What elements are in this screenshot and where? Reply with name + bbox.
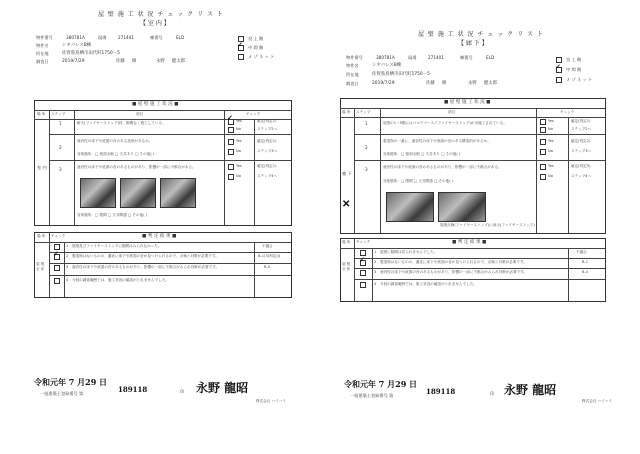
meta-value: ELD bbox=[486, 55, 495, 60]
location-label: 室 内 bbox=[37, 165, 47, 170]
inspector-name: 佐藤 修 bbox=[116, 59, 137, 64]
judgment-number: 3 bbox=[66, 265, 69, 269]
address-label: 所在地 bbox=[346, 72, 359, 77]
inspector-name: 佐藤 修 bbox=[426, 81, 447, 86]
no-checkbox[interactable] bbox=[540, 174, 546, 180]
col-header: 場 所 bbox=[342, 240, 351, 244]
judgment-header: ■ 判 定 結 果 ■ bbox=[452, 240, 487, 245]
meta-value: ELD bbox=[176, 35, 185, 40]
meta-label: 棟番号 bbox=[150, 35, 163, 40]
inspection-photo bbox=[120, 178, 156, 208]
inspection-photo bbox=[438, 192, 486, 222]
yes-label: Yes bbox=[548, 164, 554, 168]
registration-number: 189118 bbox=[118, 385, 148, 394]
judgment-checkbox[interactable] bbox=[360, 282, 366, 288]
survey-date: 2019/7/29 bbox=[62, 59, 85, 64]
judgment-text: 屋壁に隙間は見られませんでした。 bbox=[380, 250, 438, 254]
judgment-result: 不適合 bbox=[576, 250, 587, 254]
meta-value: 271401 bbox=[118, 35, 134, 40]
step-text: 遮音性の床下や底面の音のあるものがあり、影響が一部に不都合がある。 bbox=[383, 165, 502, 169]
judgment-header: ■ 判 定 結 果 ■ bbox=[142, 234, 177, 239]
step-number: 2 bbox=[365, 145, 368, 150]
col-header: 場 所 bbox=[37, 112, 46, 116]
step-text: 耐火(ファイヤーストップ)材、隙間なく施工している。 bbox=[77, 121, 166, 125]
photo-caption: 屋壁点検(ファイヤーストップ)に表示(ファイヤーストップ) bbox=[440, 223, 535, 227]
registration-label: 一級建築士登録番号 第 bbox=[40, 391, 84, 396]
no-label: No bbox=[548, 149, 553, 153]
sheet-subtitle: 【 室 内 】 bbox=[140, 20, 170, 27]
meta-value: 380781A bbox=[376, 55, 395, 60]
registration-label: 一級建築士登録番号 第 bbox=[350, 393, 394, 398]
signature-date: 令和元年 7 月29 日 bbox=[34, 377, 108, 387]
check-mark-icon: ✓ bbox=[53, 249, 59, 258]
meta-label: 物件番号 bbox=[36, 35, 53, 40]
no-label: No bbox=[236, 127, 241, 131]
no-label: No bbox=[548, 127, 553, 131]
meta-label: 物件番号 bbox=[346, 55, 363, 60]
judgment-number: 4 bbox=[374, 282, 377, 286]
step-options: 対象箇所：□ 壁面全般 □ 天井あり □ その他( ) bbox=[383, 152, 461, 156]
result-text: ステップ2へ bbox=[571, 127, 592, 131]
no-checkbox[interactable] bbox=[540, 149, 546, 155]
judgment-result: B-1(3)判定(Ⅰ) bbox=[258, 254, 281, 258]
judgment-result: B-1 bbox=[582, 260, 589, 264]
yes-checkbox[interactable] bbox=[228, 139, 234, 145]
yes-label: Yes bbox=[236, 139, 242, 143]
address-label: 所在地 bbox=[36, 51, 49, 56]
signature-date: 令和元年 7 月29 日 bbox=[344, 379, 418, 389]
col-header: ステップ bbox=[51, 112, 66, 116]
col-header: 場 所 bbox=[37, 234, 46, 238]
judgment-number: 4 bbox=[66, 278, 69, 282]
col-header: チェック bbox=[246, 112, 261, 116]
yes-label: Yes bbox=[548, 119, 554, 123]
step-options: 対象箇所：□ 階間 □ 天井間通 □ その他( ) bbox=[77, 213, 148, 217]
floor-option: 中 間 階 bbox=[566, 67, 582, 72]
yes-checkbox[interactable] bbox=[228, 164, 234, 170]
date-label: 調査日 bbox=[36, 59, 49, 64]
col-header: 項目 bbox=[448, 110, 456, 114]
seal-mark: 印 bbox=[180, 389, 185, 394]
meta-label: 現場 bbox=[98, 35, 107, 40]
col-header: チェック bbox=[560, 110, 575, 114]
inspection-photo bbox=[386, 192, 434, 222]
judgment-number: 1 bbox=[66, 244, 69, 248]
judgment-result: B-4 bbox=[582, 270, 589, 274]
judgment-text: 屋壁及びファイヤーストップに隙間はみられなかった。 bbox=[72, 244, 162, 248]
meta-value: 271401 bbox=[428, 55, 444, 60]
meta-label: 棟番号 bbox=[460, 55, 473, 60]
step-number: 1 bbox=[365, 121, 368, 126]
result-text: 確定(判定1) bbox=[257, 119, 277, 123]
sheet-title: 屋 壁 施 工 状 況 チ ェ ッ ク リ ス ト bbox=[98, 11, 224, 18]
floor-checkbox[interactable] bbox=[238, 54, 244, 60]
step-text: 製造物の一番に、遮音性の床下や底面の音のある構造的があるか。 bbox=[383, 139, 491, 143]
address: 佐賀県鳥栖市田代町1750－5 bbox=[62, 51, 120, 56]
judgment-number: 2 bbox=[66, 254, 69, 258]
company-note: 株式会社 ハイハイ bbox=[256, 399, 286, 403]
signature-name: 永野 龍昭 bbox=[504, 383, 557, 397]
inspection-photo bbox=[160, 178, 196, 208]
location-label: 廊 下 bbox=[342, 171, 352, 176]
judgment-text: 遮音性の床下や底面の音のあるものがあり、影響の一部に不都合がみられ対策が必要です。 bbox=[380, 270, 528, 274]
yes-label: Yes bbox=[548, 139, 554, 143]
result-text: ステップ4へ bbox=[571, 174, 592, 178]
result-text: 確定(判定1) bbox=[257, 164, 277, 168]
judgment-text: 遮音性の床下や底面の音のあるものがあり、影響の一部に不都合がみられ対策が必要です。 bbox=[72, 265, 220, 269]
inspector-name: 永野 健太郎 bbox=[468, 81, 498, 86]
result-text: 確定(判定3) bbox=[571, 164, 591, 168]
col-header: チェック bbox=[356, 240, 371, 244]
sheet-subtitle: 【 廊 下 】 bbox=[458, 40, 488, 47]
property-label: 物件名 bbox=[346, 63, 359, 68]
result-text: ステップ3へ bbox=[257, 149, 278, 153]
no-label: No bbox=[236, 149, 241, 153]
step-text: 屋壁の1〜5階にはコロウマースイファイヤーストップ)が未施工されている。 bbox=[383, 121, 507, 125]
judgment-checkbox[interactable] bbox=[360, 270, 366, 276]
judgment-checkbox[interactable] bbox=[54, 278, 60, 284]
judgment-number: 1 bbox=[374, 250, 377, 254]
step-text: 遮音性の床下や底面の音のあるものがあり、影響が一部に不都合がある。 bbox=[77, 165, 196, 169]
property-label: 物件名 bbox=[36, 43, 49, 48]
status-header: ■ 屋 壁 施 工 状 況 ■ bbox=[132, 102, 179, 107]
seal-mark: 印 bbox=[490, 391, 495, 396]
address: 佐賀県鳥栖市田代町1750－5 bbox=[372, 72, 430, 77]
no-checkbox[interactable] bbox=[540, 127, 546, 133]
no-label: No bbox=[236, 174, 241, 178]
step-options: 対象箇所：□ 階間 □ 天井間通 □ その他( ) bbox=[383, 179, 454, 183]
no-label: No bbox=[548, 174, 553, 178]
result-text: ステップ4へ bbox=[257, 174, 278, 178]
floor-checkbox[interactable] bbox=[556, 77, 562, 83]
no-checkbox[interactable] bbox=[228, 174, 234, 180]
judgment-text: 製造物はないものの、適宜に床下や底面の音が見つけられるので、点検と対策が必要です。 bbox=[380, 260, 527, 264]
step-number: 2 bbox=[59, 145, 62, 150]
judgment-result: 不適合 bbox=[262, 244, 273, 248]
col-header: ステップ bbox=[356, 110, 371, 114]
judgment-result: B-4 bbox=[264, 265, 271, 269]
check-mark-icon: ✓ bbox=[555, 62, 561, 71]
company-note: 株式会社 ハイハイ bbox=[582, 399, 612, 403]
check-mark-icon: ✓ bbox=[359, 255, 365, 264]
judgment-text: 製造物はないものの、適宜に床下や底面の音が見つけられるので、点検と対策が必要です。 bbox=[72, 254, 219, 258]
col-header: チェック bbox=[51, 234, 66, 238]
cross-mark-icon: ✕ bbox=[342, 199, 351, 210]
inspector-name: 永野 健太郎 bbox=[156, 59, 186, 64]
step-number: 3 bbox=[365, 167, 368, 172]
floor-option: 中 間 階 bbox=[248, 45, 264, 50]
step-text: 遮音性の床下や底面の音のある造形があるか。 bbox=[77, 139, 153, 143]
floor-option: メ ゾ ネ ッ ト bbox=[566, 77, 593, 82]
checklist-sheet-corridor bbox=[320, 0, 640, 454]
yes-checkbox[interactable] bbox=[540, 164, 546, 170]
registration-number: 189118 bbox=[426, 387, 456, 396]
date-label: 調査日 bbox=[346, 81, 359, 86]
yes-checkbox[interactable] bbox=[540, 119, 546, 125]
property-name: シオバレスB棟 bbox=[372, 63, 402, 68]
status-header: ■ 屋 壁 施 工 状 況 ■ bbox=[444, 100, 491, 105]
inspection-photo bbox=[80, 178, 116, 208]
floor-option: メ ゾ ネ ッ ト bbox=[248, 54, 275, 59]
result-text: 確定(判定1) bbox=[257, 139, 277, 143]
step-number: 3 bbox=[59, 167, 62, 172]
judgment-number: 2 bbox=[374, 260, 377, 264]
location-label: 屋 根 全 体 bbox=[36, 262, 45, 271]
yes-label: Yes bbox=[236, 164, 242, 168]
check-mark-icon: ✓ bbox=[227, 113, 233, 122]
col-header: 場 所 bbox=[342, 110, 351, 114]
step-number: 1 bbox=[59, 121, 62, 126]
floor-option: 良 上 階 bbox=[566, 57, 582, 62]
result-text: 確定(判定1) bbox=[571, 119, 591, 123]
survey-date: 2019/7/29 bbox=[372, 81, 395, 86]
meta-value: 380781A bbox=[66, 35, 85, 40]
judgment-text: 今回の調査範囲では、施工状況の確認がとれませんでした。 bbox=[72, 278, 170, 282]
judgment-checkbox[interactable] bbox=[54, 265, 60, 271]
yes-checkbox[interactable] bbox=[540, 139, 546, 145]
sheet-title: 屋 壁 施 工 状 況 チ ェ ッ ク リ ス ト bbox=[418, 31, 544, 38]
judgment-number: 3 bbox=[374, 270, 377, 274]
judgment-text: 今回の調査範囲では、施工状況の確認がとれませんでした。 bbox=[380, 282, 478, 286]
result-text: ステップ3へ bbox=[571, 149, 592, 153]
property-name: シオバレスB棟 bbox=[62, 43, 92, 48]
no-checkbox[interactable] bbox=[228, 127, 234, 133]
check-mark-icon: ✓ bbox=[237, 40, 243, 49]
signature-name: 永野 龍昭 bbox=[196, 381, 249, 395]
yes-label: Yes bbox=[236, 119, 242, 123]
no-checkbox[interactable] bbox=[228, 149, 234, 155]
col-header: 項目 bbox=[136, 112, 144, 116]
result-text: ステップ2へ bbox=[257, 127, 278, 131]
step-options: 対象箇所：□ 壁面全般 □ 天井あり □ その他( ) bbox=[77, 152, 155, 156]
floor-option: 良 上 階 bbox=[248, 36, 264, 41]
location-label: 屋 根 全 体 bbox=[342, 262, 351, 271]
result-text: 確定(判定2) bbox=[571, 139, 591, 143]
meta-label: 現場 bbox=[408, 55, 417, 60]
